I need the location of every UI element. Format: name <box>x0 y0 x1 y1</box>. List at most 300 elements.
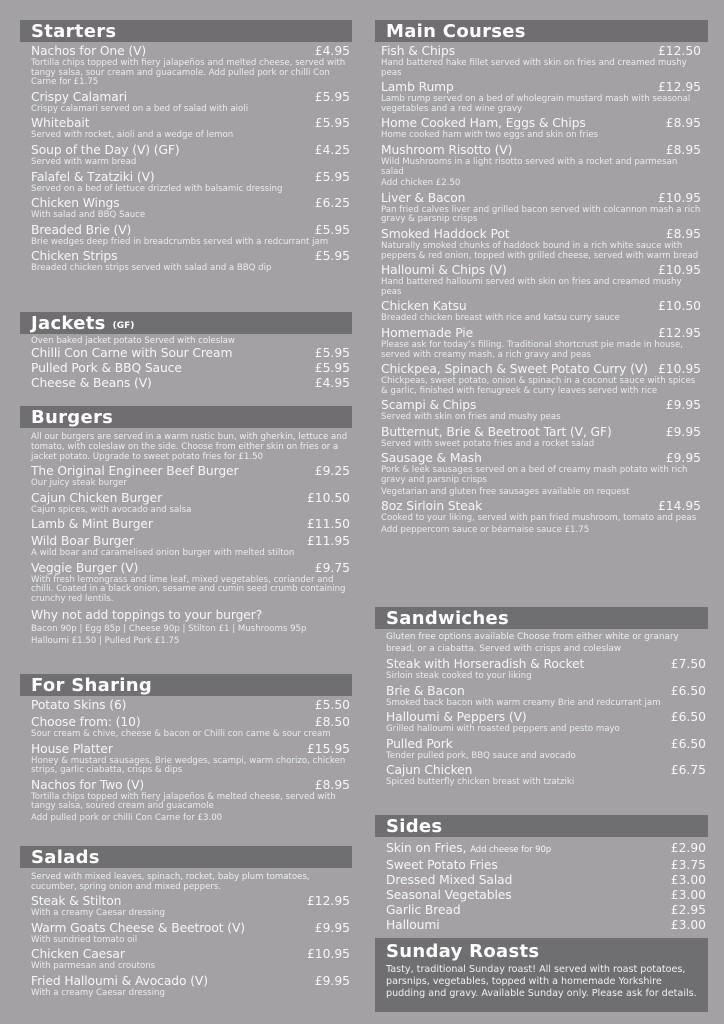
item-price: £10.95 <box>657 190 701 205</box>
item-description: With parmesan and croutons <box>31 961 156 972</box>
item-name <box>381 116 586 131</box>
item-price: £4.95 <box>314 376 350 390</box>
item-description: Breaded chicken strips served with salad and a BBQ dip <box>31 263 272 274</box>
section-title: Sides <box>386 815 443 837</box>
menu-item <box>31 376 350 391</box>
item-description: Cajun spices, with avocado and salsa <box>31 504 192 515</box>
menu-item-row <box>386 841 706 858</box>
item-name-text: Smoked Haddock Pot <box>381 226 510 241</box>
menu-item <box>31 947 350 972</box>
menu-item-row <box>386 873 706 888</box>
item-price: £9.95 <box>665 451 701 466</box>
item-description: Breaded chicken breast with rice and katsu curry sauce <box>381 313 620 324</box>
item-name <box>31 464 238 479</box>
menu-item-row <box>386 903 706 918</box>
menu-item-row <box>31 974 350 989</box>
burgers-section <box>20 406 352 647</box>
section-title: Starters <box>31 20 117 42</box>
item-price: £2.95 <box>670 903 706 917</box>
toppings-title: Why not add toppings to your burger? <box>31 607 263 622</box>
menu-item-row <box>381 191 701 206</box>
item-name <box>31 517 153 532</box>
item-name-text: Nachos for Two (V) <box>31 777 145 792</box>
section-intro: Gluten free options available Choose from either white or granary bread, or a ciabatta. Served with crisps and coleslaw <box>386 632 679 654</box>
mains-section <box>375 20 708 535</box>
item-name <box>381 362 648 377</box>
item-description: Served with sweet potato fries and a rocket salad <box>381 438 595 449</box>
item-price: £8.95 <box>665 142 701 157</box>
menu-item <box>381 191 701 225</box>
item-name <box>381 299 467 314</box>
item-name-text: Brie & Bacon <box>386 683 465 698</box>
item-price: £6.50 <box>670 736 706 751</box>
item-description: Lamb rump served on a bed of wholegrain mustard mash with seasonal vegetables and a red wine gravy <box>381 94 691 114</box>
item-name <box>31 361 182 376</box>
menu-item-row <box>31 196 350 211</box>
item-name <box>31 143 180 158</box>
item-name-text: The Original Engineer Beef Burger <box>31 464 239 478</box>
item-name <box>386 737 453 752</box>
item-price: £7.50 <box>670 657 706 671</box>
salads-items <box>31 894 350 998</box>
item-price: £4.95 <box>314 44 350 58</box>
menu-item <box>386 888 706 903</box>
item-description: Honey & mustard sausages, Brie wedges, scampi, warm chorizo, chicken strips, garlic ciabatta, crisps & dips <box>31 755 346 776</box>
item-price: £5.95 <box>314 116 350 131</box>
item-description: With fresh lemongrass and lime leaf, mixed vegetables, coriander and chilli. Coated in a black onion, sesame and cumin seed crumb containing crunchy red lentils. <box>31 574 346 604</box>
item-name-text: Warm Goats Cheese & Beetroot (V) <box>31 920 246 935</box>
burgers-items <box>31 464 350 605</box>
item-name-text: Soup of the Day (V) (GF) <box>31 142 180 157</box>
item-price: £8.50 <box>314 715 350 729</box>
item-description: With salad and BBQ Sauce <box>31 210 146 221</box>
item-name <box>386 903 461 918</box>
menu-item <box>386 873 706 888</box>
item-price: £6.75 <box>670 763 706 778</box>
item-price: £9.25 <box>314 464 350 478</box>
item-price: £5.95 <box>314 346 350 360</box>
menu-item-row <box>381 80 701 95</box>
menu-item-row <box>31 778 350 793</box>
menu-item-row <box>31 894 350 909</box>
sandwiches-header <box>375 607 708 629</box>
item-name <box>31 778 144 793</box>
menu-item-row <box>386 710 706 725</box>
item-name <box>386 657 584 672</box>
sides-header <box>375 815 708 837</box>
sharing-items <box>20 698 352 824</box>
mains-items <box>375 44 708 535</box>
item-description: Served with skin on fries and mushy peas <box>381 412 561 423</box>
starters-section <box>20 20 352 274</box>
item-price: £5.95 <box>314 361 350 375</box>
menu-item-row <box>31 143 350 158</box>
menu-item-row <box>386 763 706 778</box>
item-price: £9.95 <box>314 973 350 988</box>
item-description: Grilled halloumi with roasted peppers and pesto mayo <box>386 724 620 735</box>
menu-item <box>386 858 706 873</box>
item-name-text: Halloumi <box>386 918 440 932</box>
jackets-items <box>31 346 350 391</box>
sides-section <box>375 815 708 933</box>
item-price: £15.95 <box>306 741 350 756</box>
item-description: Sirloin steak cooked to your liking <box>386 671 532 681</box>
menu-item-row <box>31 361 350 376</box>
item-name <box>31 561 138 576</box>
item-name <box>381 44 455 59</box>
item-price: £6.25 <box>314 196 350 211</box>
item-price: £14.95 <box>657 499 701 514</box>
starters-items <box>20 44 352 274</box>
item-name <box>386 763 472 778</box>
menu-item-row <box>381 299 701 314</box>
menu-item-row <box>381 499 701 514</box>
item-name-text: Homemade Pie <box>381 325 474 340</box>
menu-item <box>381 398 701 423</box>
item-name-text: Lamb Rump <box>381 80 454 95</box>
menu-item-row <box>31 561 350 576</box>
item-name-text: Skin on Fries, <box>386 841 467 855</box>
item-name-text: Home Cooked Ham, Eggs & Chips <box>381 116 586 131</box>
menu-item-row <box>386 918 706 933</box>
menu-item-row <box>31 947 350 962</box>
menu-item <box>31 894 350 919</box>
item-price: £10.95 <box>306 947 350 962</box>
item-price: £12.95 <box>657 325 701 340</box>
item-name-text: Scampi & Chips <box>381 398 477 413</box>
menu-item <box>31 742 350 776</box>
item-name-text: Lamb & Mint Burger <box>31 517 153 532</box>
item-price: £5.95 <box>314 169 350 184</box>
item-name <box>386 888 512 903</box>
item-name-text: Chicken Caesar <box>31 947 125 962</box>
menu-item-row <box>386 858 706 873</box>
item-name-text: Chickpea, Spinach & Sweet Potato Curry (V) <box>381 362 648 377</box>
item-description: Hand battered hake fillet served with skin on fries and creamed mushy peas <box>381 58 687 78</box>
item-note: Add cheese for 90p <box>470 845 552 855</box>
item-price: £3.00 <box>670 888 706 902</box>
sandwiches-items <box>386 657 706 788</box>
toppings-line-2: Halloumi £1.50 | Pulled Pork £1.75 <box>31 635 180 646</box>
menu-item <box>381 44 701 78</box>
menu-item <box>386 903 706 918</box>
item-name-text: Pulled Pork <box>386 736 453 751</box>
section-intro: Oven baked jacket potato Served with coleslaw <box>31 336 235 346</box>
starters-header <box>20 20 352 42</box>
salads-header <box>20 846 352 868</box>
item-name <box>31 249 117 264</box>
item-name-text: Mushroom Risotto (V) <box>381 142 513 157</box>
sharing-header <box>20 674 352 696</box>
item-description: Crispy calamari served on a bed of salad with aioli <box>31 103 249 114</box>
burgers-header <box>20 406 352 428</box>
item-name-text: Breaded Brie (V) <box>31 222 132 237</box>
item-name <box>31 921 245 936</box>
item-name <box>381 263 507 278</box>
menu-item <box>381 299 701 324</box>
menu-item <box>381 263 701 297</box>
item-name <box>381 451 482 466</box>
section-title: Burgers <box>31 406 114 428</box>
menu-item <box>381 499 701 535</box>
item-name-text: House Platter <box>31 741 113 756</box>
item-name <box>381 398 476 413</box>
item-name-text: Choose from: (10) <box>31 715 141 729</box>
menu-item <box>31 170 350 195</box>
item-description: With sundried tomato oil <box>31 934 138 945</box>
item-name <box>31 376 152 391</box>
item-name <box>386 710 527 725</box>
item-name-text: Halloumi & Chips (V) <box>381 263 507 278</box>
item-name-text: Crispy Calamari <box>31 89 128 104</box>
item-name <box>381 499 482 514</box>
item-name-text: Falafel & Tzatziki (V) <box>31 169 155 184</box>
item-price: £3.75 <box>670 858 706 872</box>
item-price: £10.50 <box>657 299 701 314</box>
menu-item-row <box>381 398 701 413</box>
item-price: £11.95 <box>306 534 350 549</box>
sharing-section <box>20 674 352 824</box>
menu-item-row <box>31 44 350 59</box>
sides-items <box>375 841 708 933</box>
item-description: Tender pulled pork, BBQ sauce and avocado <box>386 750 576 761</box>
item-price: £5.95 <box>314 249 350 264</box>
item-description: Served on a bed of lettuce drizzled with balsamic dressing <box>31 183 283 194</box>
item-description: Vegetarian and gluten free sausages available on request <box>381 486 630 497</box>
item-name-text: Steak & Stilton <box>31 894 122 908</box>
item-name-text: Garlic Bread <box>386 903 461 917</box>
item-name-text: Chicken Strips <box>31 249 118 264</box>
item-price: £10.95 <box>657 263 701 278</box>
item-name <box>31 170 155 185</box>
menu-item-row <box>31 249 350 264</box>
menu-item <box>31 90 350 115</box>
item-price: £9.75 <box>314 560 350 575</box>
item-description: Hand battered halloumi served with skin on fries and creamed mushy peas <box>381 277 682 297</box>
item-description: Add pulled pork or chilli Con Carne for £3.00 <box>31 812 223 823</box>
item-name <box>381 227 510 242</box>
item-name <box>31 715 141 730</box>
item-description: Sour cream & chive, cheese & bacon or Chilli con carne & sour cream <box>31 729 331 739</box>
item-price: £12.50 <box>657 44 701 58</box>
item-description: Naturally smoked chunks of haddock bound in a rich white sauce with peppers & red onion, topped with grilled cheese, served with warm bread <box>381 240 699 261</box>
menu-item-row <box>31 223 350 238</box>
item-name <box>31 534 134 549</box>
menu-item-row <box>31 376 350 391</box>
menu-item <box>31 223 350 248</box>
menu-item-row <box>31 170 350 185</box>
item-name-text: Fish & Chips <box>381 44 456 58</box>
item-name <box>31 947 125 962</box>
menu-item <box>381 80 701 114</box>
menu-item <box>31 517 350 532</box>
item-name-text: Veggie Burger (V) <box>31 560 139 575</box>
section-title: Main Courses <box>386 20 526 42</box>
item-name-text: Wild Boar Burger <box>31 534 134 549</box>
menu-item <box>381 451 701 497</box>
item-description: Add chicken £2.50 <box>381 178 461 189</box>
menu-item-row <box>381 425 701 440</box>
menu-item <box>31 464 350 489</box>
item-name <box>31 44 146 59</box>
menu-item <box>31 778 350 824</box>
menu-item-row <box>31 464 350 479</box>
section-title: Salads <box>31 846 100 868</box>
item-price: £10.50 <box>306 490 350 505</box>
item-description: A wild boar and caramelised onion burger with melted stilton <box>31 548 295 559</box>
menu-item <box>31 974 350 999</box>
item-name-text: Steak with Horseradish & Rocket <box>386 657 585 671</box>
menu-item <box>31 561 350 605</box>
section-title: Jackets <box>31 312 106 334</box>
item-name-text: Fried Halloumi & Avocado (V) <box>31 973 208 988</box>
menu-item <box>381 425 701 450</box>
item-price: £5.95 <box>314 222 350 237</box>
menu-item-row <box>381 44 701 59</box>
item-price: £8.95 <box>314 777 350 792</box>
item-price: £6.50 <box>670 710 706 725</box>
menu-item-row <box>31 698 350 713</box>
item-name-text: Whitebait <box>31 116 90 131</box>
item-name <box>31 223 131 238</box>
item-description: With a creamy Caesar dressing <box>31 987 165 998</box>
menu-item <box>31 249 350 274</box>
item-price: £4.25 <box>314 142 350 157</box>
item-name <box>31 974 208 989</box>
item-price: £12.95 <box>306 894 350 908</box>
menu-item <box>31 346 350 361</box>
menu-item <box>386 841 706 858</box>
item-name <box>31 346 232 361</box>
item-price: £9.95 <box>665 424 701 439</box>
mains-header <box>375 20 708 42</box>
menu-item-row <box>31 346 350 361</box>
item-name <box>381 326 473 341</box>
menu-item <box>31 196 350 221</box>
item-name <box>31 742 113 757</box>
item-description: Tortilla chips topped with fiery jalapeños & melted cheese, served with tangy salsa, soured cream and guacamole <box>31 791 336 812</box>
menu-item <box>31 534 350 559</box>
item-price: £6.50 <box>670 683 706 698</box>
item-name-text: 8oz Sirloin Steak <box>381 499 483 514</box>
menu-item-row <box>31 90 350 105</box>
item-name <box>381 191 465 206</box>
section-title: Sandwiches <box>386 607 510 629</box>
menu-item-row <box>31 715 350 730</box>
item-price: £5.95 <box>314 89 350 104</box>
item-name-text: Chicken Katsu <box>381 299 467 314</box>
item-name <box>381 80 454 95</box>
item-price: £10.95 <box>657 362 701 377</box>
item-name-text: Halloumi & Peppers (V) <box>386 710 527 725</box>
item-price: £12.95 <box>657 80 701 95</box>
gf-label: (GF) <box>112 320 135 331</box>
menu-item <box>386 684 706 709</box>
item-name-text: Dressed Mixed Salad <box>386 873 513 887</box>
menu-item <box>31 116 350 141</box>
menu-item-row <box>381 326 701 341</box>
item-name-text: Potato Skins (6) <box>31 698 127 712</box>
item-name <box>31 491 162 506</box>
item-name-text: Chilli Con Carne with Sour Cream <box>31 346 233 360</box>
menu-item <box>31 921 350 946</box>
menu-item <box>386 710 706 735</box>
item-description: Please ask for today’s filling. Traditional shortcrust pie made in house, served with creamy mash, a rich gravy and peas <box>381 339 683 360</box>
item-price: £9.95 <box>665 398 701 413</box>
item-name-text: Butternut, Brie & Beetroot Tart (V, GF) <box>381 424 612 439</box>
item-description: Pork & leek sausages served on a bed of creamy mash potato with rich gravy and parsnip crisps <box>381 465 688 486</box>
menu-item <box>381 116 701 141</box>
salads-section <box>20 846 352 998</box>
item-name-text: Cajun Chicken <box>386 763 473 778</box>
item-description: Home cooked ham with two eggs and skin on fries <box>381 130 599 141</box>
menu-item-row <box>381 143 701 158</box>
menu-item-row <box>31 921 350 936</box>
menu-item <box>31 361 350 376</box>
section-title: Sunday Roasts <box>386 941 540 962</box>
item-description: Served with warm bread <box>31 156 137 167</box>
menu-item <box>381 362 701 396</box>
menu-item <box>31 715 350 740</box>
menu-item-row <box>31 116 350 131</box>
menu-item <box>386 763 706 788</box>
toppings-line-1: Bacon 90p | Egg 85p | Cheese 90p | Stilton £1 | Mushrooms 95p <box>31 623 307 634</box>
item-name <box>386 858 498 873</box>
menu-item <box>381 227 701 261</box>
item-price: £8.95 <box>665 226 701 241</box>
menu-item <box>31 698 350 713</box>
menu-item <box>381 143 701 189</box>
item-price: £3.00 <box>670 918 706 932</box>
item-name <box>31 90 127 105</box>
item-name <box>386 873 512 888</box>
item-name <box>31 196 120 211</box>
menu-item-row <box>31 517 350 532</box>
item-name-text: Cajun Chicken Burger <box>31 490 163 505</box>
menu-item-row <box>381 362 701 377</box>
item-description: Brie wedges deep fried in breadcrumbs served with a redcurrant jam <box>31 236 329 247</box>
item-description: Spiced butterfly chicken breast with tzatziki <box>386 777 575 788</box>
menu-item-row <box>31 534 350 549</box>
menu-item-row <box>381 116 701 131</box>
item-name <box>386 918 440 933</box>
item-name-text: Chicken Wings <box>31 196 120 211</box>
item-description: Cooked to your liking, served with pan fried mushroom, tomato and peas <box>381 513 697 524</box>
item-name <box>381 143 512 158</box>
section-title: For Sharing <box>31 674 153 696</box>
menu-item-row <box>381 263 701 278</box>
item-description: Pan fried calves liver and grilled bacon served with colcannon mash a rich gravy & parsnip crisps <box>381 204 701 225</box>
menu-item <box>31 143 350 168</box>
item-price: £3.00 <box>670 873 706 887</box>
sandwiches-section <box>375 607 708 788</box>
item-description: With a creamy Caesar dressing <box>31 908 165 918</box>
item-name-text: Seasonal Vegetables <box>386 888 512 902</box>
sunday-roasts-box <box>375 938 708 1012</box>
item-price: £11.50 <box>306 517 350 532</box>
item-name-text: Sweet Potato Fries <box>386 858 498 872</box>
section-intro: Served with mixed leaves, spinach, rocket, baby plum tomatoes, cucumber, spring onion and mixed peppers. <box>31 872 310 892</box>
item-name-text: Sausage & Mash <box>381 451 482 466</box>
item-description: Tortilla chips topped with fiery jalapeños and melted cheese, served with tangy salsa, sour cream and guacamole. Add pulled pork or chilli Con Carne for £1.75 <box>31 58 346 88</box>
item-name-text: Cheese & Beans (V) <box>31 376 152 390</box>
item-name-text: Nachos for One (V) <box>31 44 147 58</box>
item-name <box>386 841 551 858</box>
sunday-roasts-text: Tasty, traditional Sunday roast! All served with roast potatoes, parsnips, vegetables, topped with a homemade Yorkshire pudding and gravy. Available Sunday only. Please ask for details. <box>386 964 697 999</box>
menu-item-row <box>386 737 706 752</box>
item-name <box>31 116 89 131</box>
menu-item-row <box>381 227 701 242</box>
